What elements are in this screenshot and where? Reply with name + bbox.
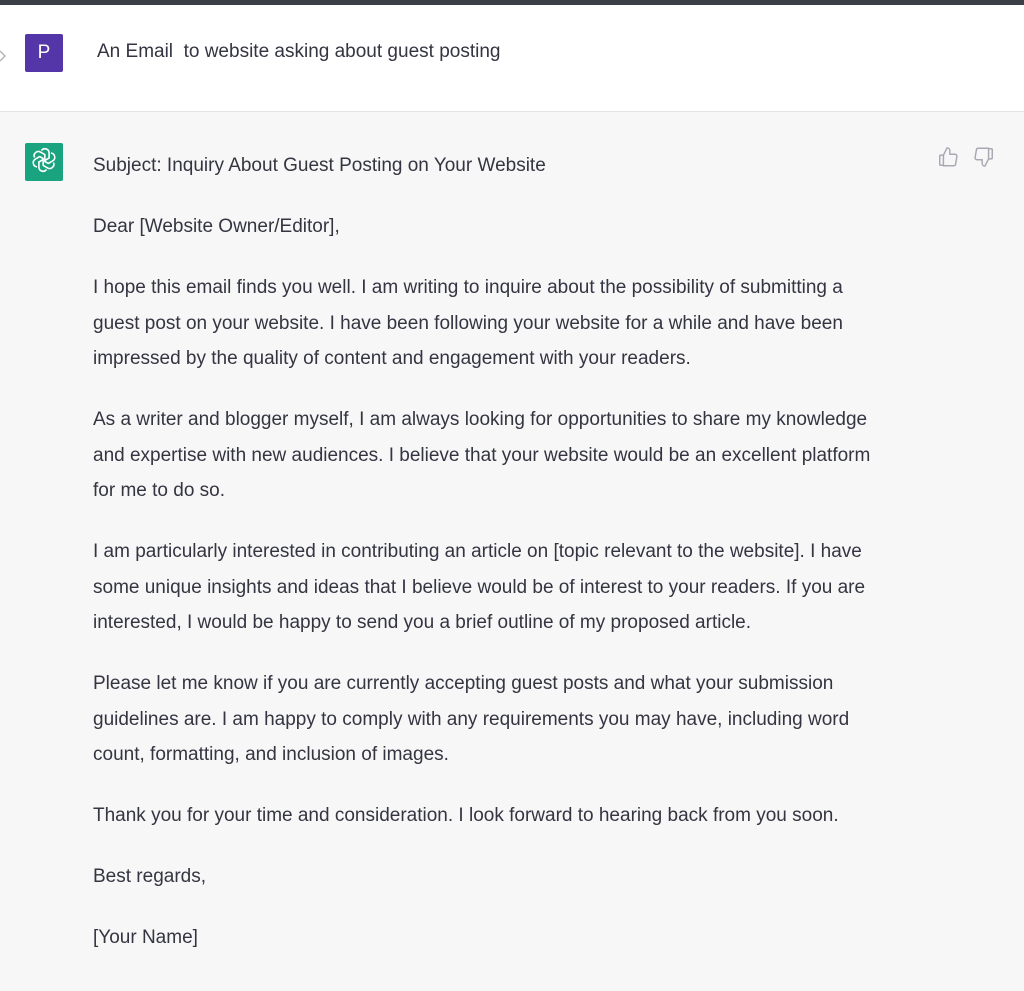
email-greeting: Dear [Website Owner/Editor], (93, 216, 340, 237)
user-message-row (0, 5, 1024, 112)
user-avatar (25, 34, 63, 72)
email-thanks: Thank you for your time and consideration. I look forward to hearing back from you soon. (93, 805, 839, 826)
user-avatar-initial: P (37, 42, 51, 63)
email-paragraph (93, 270, 933, 377)
paragraph-line: I am particularly interested in contributing an article on [topic relevant to the website]. I have (93, 541, 862, 562)
email-closing: Best regards, (93, 866, 206, 887)
paragraph-line: Please let me know if you are currently accepting guest posts and what your submission (93, 673, 834, 694)
paragraph-line: guidelines are. I am happy to comply with any requirements you may have, including word (93, 708, 850, 730)
paragraph-line: As a writer and blogger myself, I am always looking for opportunities to share my knowledge (93, 409, 868, 430)
openai-logo-icon (31, 147, 57, 178)
paragraph-line: and expertise with new audiences. I believe that your website would be an excellent platform (93, 444, 871, 466)
paragraph-line: interested, I would be happy to send you a brief outline of my proposed article. (93, 612, 752, 633)
paragraph-line: guest post on your website. I have been following your website for a while and have been (93, 312, 843, 334)
paragraph-line: some unique insights and ideas that I believe would be of interest to your readers. If you are (93, 576, 866, 598)
paragraph-line: I hope this email finds you well. I am writing to inquire about the possibility of submitting a (93, 277, 843, 298)
email-signature: [Your Name] (93, 927, 198, 948)
email-paragraph (93, 402, 933, 509)
assistant-message-row (0, 112, 1024, 991)
email-paragraph (93, 666, 933, 773)
paragraph-line: for me to do so. (93, 480, 226, 501)
assistant-avatar (25, 143, 63, 181)
paragraph-line: count, formatting, and inclusion of images. (93, 744, 449, 765)
user-prompt-text: An Email to website asking about guest posting (97, 41, 501, 62)
thumbs-down-button[interactable] (972, 147, 996, 171)
email-paragraph (93, 534, 933, 641)
chevron-right-icon[interactable] (0, 48, 8, 64)
thumbs-down-icon (973, 146, 995, 173)
thumbs-up-icon (937, 146, 959, 173)
email-subject: Subject: Inquiry About Guest Posting on Your Website (93, 155, 546, 176)
thumbs-up-button[interactable] (936, 147, 960, 171)
paragraph-line: impressed by the quality of content and engagement with your readers. (93, 348, 691, 369)
